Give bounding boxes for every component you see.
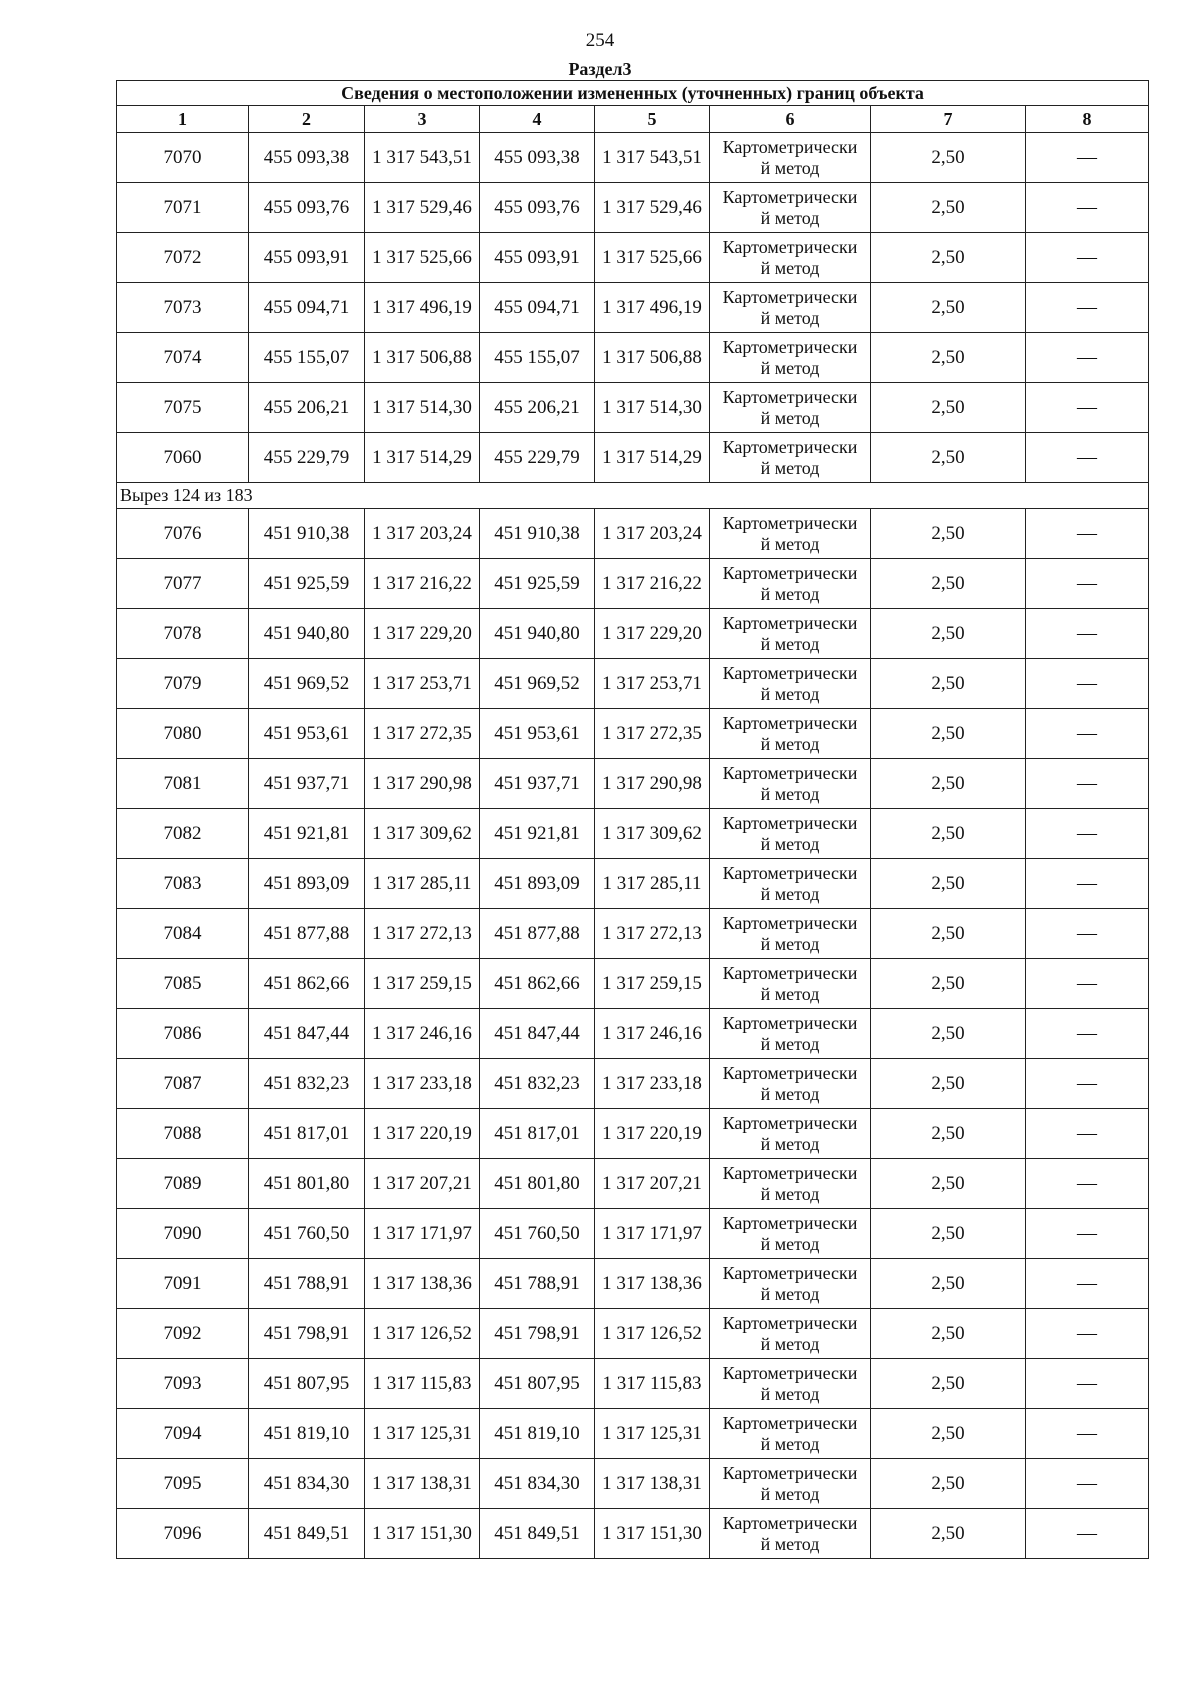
y-new-cell: 1 317 514,29 xyxy=(595,433,710,483)
x-old-cell: 451 847,44 xyxy=(249,1009,365,1059)
point-number-cell: 7082 xyxy=(117,809,249,859)
y-new-cell: 1 317 506,88 xyxy=(595,333,710,383)
accuracy-cell: 2,50 xyxy=(871,1209,1026,1259)
method-cell: Картометрически й метод xyxy=(710,1459,871,1509)
note-cell: — xyxy=(1026,133,1149,183)
point-number-cell: 7085 xyxy=(117,959,249,1009)
y-old-cell: 1 317 138,31 xyxy=(365,1459,480,1509)
y-old-cell: 1 317 272,35 xyxy=(365,709,480,759)
note-cell: — xyxy=(1026,1109,1149,1159)
column-number: 4 xyxy=(480,106,595,133)
y-new-cell: 1 317 246,16 xyxy=(595,1009,710,1059)
point-number-cell: 7078 xyxy=(117,609,249,659)
x-old-cell: 455 094,71 xyxy=(249,283,365,333)
note-cell: — xyxy=(1026,709,1149,759)
accuracy-cell: 2,50 xyxy=(871,333,1026,383)
x-new-cell: 455 206,21 xyxy=(480,383,595,433)
point-number-cell: 7094 xyxy=(117,1409,249,1459)
accuracy-cell: 2,50 xyxy=(871,659,1026,709)
note-cell: — xyxy=(1026,1159,1149,1209)
x-new-cell: 451 893,09 xyxy=(480,859,595,909)
column-number: 2 xyxy=(249,106,365,133)
y-new-cell: 1 317 309,62 xyxy=(595,809,710,859)
x-new-cell: 451 910,38 xyxy=(480,509,595,559)
table-row xyxy=(117,559,1149,609)
accuracy-cell: 2,50 xyxy=(871,1109,1026,1159)
table-row xyxy=(117,1109,1149,1159)
x-old-cell: 451 817,01 xyxy=(249,1109,365,1159)
x-new-cell: 451 921,81 xyxy=(480,809,595,859)
note-cell: — xyxy=(1026,283,1149,333)
table-caption-row xyxy=(117,81,1149,106)
x-old-cell: 455 093,91 xyxy=(249,233,365,283)
accuracy-cell: 2,50 xyxy=(871,1459,1026,1509)
point-number-cell: 7080 xyxy=(117,709,249,759)
table-row xyxy=(117,909,1149,959)
y-new-cell: 1 317 138,31 xyxy=(595,1459,710,1509)
note-cell: — xyxy=(1026,959,1149,1009)
point-number-cell: 7089 xyxy=(117,1159,249,1209)
y-new-cell: 1 317 207,21 xyxy=(595,1159,710,1209)
method-cell: Картометрически й метод xyxy=(710,759,871,809)
y-old-cell: 1 317 126,52 xyxy=(365,1309,480,1359)
column-number: 6 xyxy=(710,106,871,133)
table-row xyxy=(117,959,1149,1009)
table-row xyxy=(117,809,1149,859)
note-cell: — xyxy=(1026,1209,1149,1259)
note-cell: — xyxy=(1026,433,1149,483)
y-old-cell: 1 317 525,66 xyxy=(365,233,480,283)
y-new-cell: 1 317 171,97 xyxy=(595,1209,710,1259)
y-new-cell: 1 317 115,83 xyxy=(595,1359,710,1409)
note-cell: — xyxy=(1026,659,1149,709)
method-cell: Картометрически й метод xyxy=(710,659,871,709)
accuracy-cell: 2,50 xyxy=(871,1359,1026,1409)
y-old-cell: 1 317 543,51 xyxy=(365,133,480,183)
y-new-cell: 1 317 259,15 xyxy=(595,959,710,1009)
table-row xyxy=(117,1059,1149,1109)
y-old-cell: 1 317 233,18 xyxy=(365,1059,480,1109)
note-cell: — xyxy=(1026,609,1149,659)
x-new-cell: 455 155,07 xyxy=(480,333,595,383)
y-old-cell: 1 317 506,88 xyxy=(365,333,480,383)
x-old-cell: 451 834,30 xyxy=(249,1459,365,1509)
column-number: 1 xyxy=(117,106,249,133)
table-row xyxy=(117,283,1149,333)
y-old-cell: 1 317 309,62 xyxy=(365,809,480,859)
point-number-cell: 7081 xyxy=(117,759,249,809)
x-old-cell: 451 940,80 xyxy=(249,609,365,659)
table-row xyxy=(117,1259,1149,1309)
y-old-cell: 1 317 138,36 xyxy=(365,1259,480,1309)
x-new-cell: 451 847,44 xyxy=(480,1009,595,1059)
x-old-cell: 451 801,80 xyxy=(249,1159,365,1209)
x-new-cell: 455 094,71 xyxy=(480,283,595,333)
column-number: 3 xyxy=(365,106,480,133)
y-old-cell: 1 317 171,97 xyxy=(365,1209,480,1259)
point-number-cell: 7095 xyxy=(117,1459,249,1509)
accuracy-cell: 2,50 xyxy=(871,1259,1026,1309)
point-number-cell: 7093 xyxy=(117,1359,249,1409)
accuracy-cell: 2,50 xyxy=(871,1059,1026,1109)
x-old-cell: 451 953,61 xyxy=(249,709,365,759)
table-row xyxy=(117,233,1149,283)
table-row xyxy=(117,1309,1149,1359)
method-cell: Картометрически й метод xyxy=(710,709,871,759)
note-cell: — xyxy=(1026,1309,1149,1359)
table-row xyxy=(117,509,1149,559)
y-old-cell: 1 317 514,30 xyxy=(365,383,480,433)
y-old-cell: 1 317 220,19 xyxy=(365,1109,480,1159)
y-new-cell: 1 317 290,98 xyxy=(595,759,710,809)
note-cell: — xyxy=(1026,559,1149,609)
table-row xyxy=(117,1409,1149,1459)
x-old-cell: 451 849,51 xyxy=(249,1509,365,1559)
method-cell: Картометрически й метод xyxy=(710,809,871,859)
y-new-cell: 1 317 272,13 xyxy=(595,909,710,959)
method-cell: Картометрически й метод xyxy=(710,959,871,1009)
x-new-cell: 451 940,80 xyxy=(480,609,595,659)
note-cell: — xyxy=(1026,1459,1149,1509)
table-row xyxy=(117,183,1149,233)
accuracy-cell: 2,50 xyxy=(871,1409,1026,1459)
x-new-cell: 451 819,10 xyxy=(480,1409,595,1459)
x-old-cell: 451 760,50 xyxy=(249,1209,365,1259)
accuracy-cell: 2,50 xyxy=(871,183,1026,233)
method-cell: Картометрически й метод xyxy=(710,859,871,909)
y-old-cell: 1 317 272,13 xyxy=(365,909,480,959)
y-old-cell: 1 317 290,98 xyxy=(365,759,480,809)
x-new-cell: 451 925,59 xyxy=(480,559,595,609)
note-cell: — xyxy=(1026,909,1149,959)
method-cell: Картометрически й метод xyxy=(710,133,871,183)
method-cell: Картометрически й метод xyxy=(710,1109,871,1159)
x-new-cell: 451 807,95 xyxy=(480,1359,595,1409)
accuracy-cell: 2,50 xyxy=(871,859,1026,909)
method-cell: Картометрически й метод xyxy=(710,1209,871,1259)
x-old-cell: 451 877,88 xyxy=(249,909,365,959)
table-row xyxy=(117,433,1149,483)
x-new-cell: 451 817,01 xyxy=(480,1109,595,1159)
x-new-cell: 451 760,50 xyxy=(480,1209,595,1259)
y-new-cell: 1 317 272,35 xyxy=(595,709,710,759)
table-row xyxy=(117,1209,1149,1259)
y-new-cell: 1 317 125,31 xyxy=(595,1409,710,1459)
point-number-cell: 7087 xyxy=(117,1059,249,1109)
note-cell: — xyxy=(1026,1259,1149,1309)
point-number-cell: 7084 xyxy=(117,909,249,959)
accuracy-cell: 2,50 xyxy=(871,1309,1026,1359)
x-new-cell: 451 969,52 xyxy=(480,659,595,709)
note-cell: — xyxy=(1026,509,1149,559)
y-new-cell: 1 317 216,22 xyxy=(595,559,710,609)
x-old-cell: 451 910,38 xyxy=(249,509,365,559)
x-new-cell: 451 798,91 xyxy=(480,1309,595,1359)
y-old-cell: 1 317 207,21 xyxy=(365,1159,480,1209)
method-cell: Картометрически й метод xyxy=(710,909,871,959)
method-cell: Картометрически й метод xyxy=(710,383,871,433)
point-number-cell: 7091 xyxy=(117,1259,249,1309)
table-row xyxy=(117,1459,1149,1509)
x-new-cell: 451 834,30 xyxy=(480,1459,595,1509)
y-new-cell: 1 317 203,24 xyxy=(595,509,710,559)
note-cell: — xyxy=(1026,383,1149,433)
y-new-cell: 1 317 525,66 xyxy=(595,233,710,283)
table-row xyxy=(117,1359,1149,1409)
accuracy-cell: 2,50 xyxy=(871,1009,1026,1059)
accuracy-cell: 2,50 xyxy=(871,1159,1026,1209)
note-cell: — xyxy=(1026,1059,1149,1109)
x-new-cell: 451 788,91 xyxy=(480,1259,595,1309)
y-new-cell: 1 317 285,11 xyxy=(595,859,710,909)
method-cell: Картометрически й метод xyxy=(710,1259,871,1309)
method-cell: Картометрически й метод xyxy=(710,1009,871,1059)
table-row xyxy=(117,1509,1149,1559)
x-old-cell: 451 832,23 xyxy=(249,1059,365,1109)
x-old-cell: 451 893,09 xyxy=(249,859,365,909)
x-old-cell: 455 093,76 xyxy=(249,183,365,233)
point-number-cell: 7079 xyxy=(117,659,249,709)
point-number-cell: 7070 xyxy=(117,133,249,183)
table-row xyxy=(117,859,1149,909)
method-cell: Картометрически й метод xyxy=(710,183,871,233)
accuracy-cell: 2,50 xyxy=(871,133,1026,183)
accuracy-cell: 2,50 xyxy=(871,959,1026,1009)
y-new-cell: 1 317 253,71 xyxy=(595,659,710,709)
y-new-cell: 1 317 514,30 xyxy=(595,383,710,433)
x-new-cell: 451 801,80 xyxy=(480,1159,595,1209)
point-number-cell: 7074 xyxy=(117,333,249,383)
table-row xyxy=(117,133,1149,183)
note-cell: — xyxy=(1026,1009,1149,1059)
table-row xyxy=(117,709,1149,759)
x-new-cell: 451 832,23 xyxy=(480,1059,595,1109)
y-old-cell: 1 317 514,29 xyxy=(365,433,480,483)
y-new-cell: 1 317 126,52 xyxy=(595,1309,710,1359)
point-number-cell: 7071 xyxy=(117,183,249,233)
x-new-cell: 455 093,91 xyxy=(480,233,595,283)
accuracy-cell: 2,50 xyxy=(871,809,1026,859)
method-cell: Картометрически й метод xyxy=(710,1509,871,1559)
cutout-subheader-row xyxy=(117,483,1149,509)
method-cell: Картометрически й метод xyxy=(710,509,871,559)
table-row xyxy=(117,333,1149,383)
x-old-cell: 451 937,71 xyxy=(249,759,365,809)
y-old-cell: 1 317 253,71 xyxy=(365,659,480,709)
coordinates-table xyxy=(116,80,1149,1559)
method-cell: Картометрически й метод xyxy=(710,559,871,609)
note-cell: — xyxy=(1026,809,1149,859)
table-row xyxy=(117,383,1149,433)
accuracy-cell: 2,50 xyxy=(871,709,1026,759)
x-new-cell: 455 229,79 xyxy=(480,433,595,483)
x-old-cell: 451 969,52 xyxy=(249,659,365,709)
x-old-cell: 455 093,38 xyxy=(249,133,365,183)
note-cell: — xyxy=(1026,1359,1149,1409)
y-old-cell: 1 317 229,20 xyxy=(365,609,480,659)
accuracy-cell: 2,50 xyxy=(871,433,1026,483)
accuracy-cell: 2,50 xyxy=(871,609,1026,659)
point-number-cell: 7090 xyxy=(117,1209,249,1259)
point-number-cell: 7073 xyxy=(117,283,249,333)
point-number-cell: 7060 xyxy=(117,433,249,483)
y-new-cell: 1 317 496,19 xyxy=(595,283,710,333)
method-cell: Картометрически й метод xyxy=(710,1359,871,1409)
x-old-cell: 455 229,79 xyxy=(249,433,365,483)
x-old-cell: 455 155,07 xyxy=(249,333,365,383)
method-cell: Картометрически й метод xyxy=(710,433,871,483)
method-cell: Картометрически й метод xyxy=(710,233,871,283)
table-row xyxy=(117,659,1149,709)
point-number-cell: 7088 xyxy=(117,1109,249,1159)
x-old-cell: 455 206,21 xyxy=(249,383,365,433)
x-new-cell: 451 937,71 xyxy=(480,759,595,809)
x-old-cell: 451 788,91 xyxy=(249,1259,365,1309)
method-cell: Картометрически й метод xyxy=(710,609,871,659)
point-number-cell: 7076 xyxy=(117,509,249,559)
y-old-cell: 1 317 496,19 xyxy=(365,283,480,333)
x-old-cell: 451 807,95 xyxy=(249,1359,365,1409)
y-new-cell: 1 317 138,36 xyxy=(595,1259,710,1309)
x-new-cell: 455 093,76 xyxy=(480,183,595,233)
point-number-cell: 7083 xyxy=(117,859,249,909)
y-old-cell: 1 317 529,46 xyxy=(365,183,480,233)
table-body xyxy=(117,133,1149,1559)
y-new-cell: 1 317 543,51 xyxy=(595,133,710,183)
accuracy-cell: 2,50 xyxy=(871,383,1026,433)
method-cell: Картометрически й метод xyxy=(710,283,871,333)
accuracy-cell: 2,50 xyxy=(871,1509,1026,1559)
table-row xyxy=(117,1009,1149,1059)
point-number-cell: 7086 xyxy=(117,1009,249,1059)
table-caption: Сведения о местоположении измененных (уточненных) границ объекта xyxy=(117,81,1149,106)
y-new-cell: 1 317 529,46 xyxy=(595,183,710,233)
cutout-subheader: Вырез 124 из 183 xyxy=(117,483,1149,509)
y-old-cell: 1 317 115,83 xyxy=(365,1359,480,1409)
table-row xyxy=(117,609,1149,659)
point-number-cell: 7072 xyxy=(117,233,249,283)
table-row xyxy=(117,1159,1149,1209)
y-new-cell: 1 317 233,18 xyxy=(595,1059,710,1109)
y-new-cell: 1 317 229,20 xyxy=(595,609,710,659)
y-old-cell: 1 317 216,22 xyxy=(365,559,480,609)
note-cell: — xyxy=(1026,233,1149,283)
method-cell: Картометрически й метод xyxy=(710,1409,871,1459)
y-old-cell: 1 317 203,24 xyxy=(365,509,480,559)
method-cell: Картометрически й метод xyxy=(710,1159,871,1209)
note-cell: — xyxy=(1026,859,1149,909)
section-title: Раздел3 xyxy=(568,59,632,79)
accuracy-cell: 2,50 xyxy=(871,283,1026,333)
table-row xyxy=(117,759,1149,809)
page-number: 254 xyxy=(585,30,615,51)
y-new-cell: 1 317 220,19 xyxy=(595,1109,710,1159)
point-number-cell: 7096 xyxy=(117,1509,249,1559)
accuracy-cell: 2,50 xyxy=(871,509,1026,559)
point-number-cell: 7092 xyxy=(117,1309,249,1359)
column-number: 8 xyxy=(1026,106,1149,133)
note-cell: — xyxy=(1026,759,1149,809)
y-old-cell: 1 317 125,31 xyxy=(365,1409,480,1459)
x-old-cell: 451 862,66 xyxy=(249,959,365,1009)
point-number-cell: 7077 xyxy=(117,559,249,609)
x-new-cell: 451 953,61 xyxy=(480,709,595,759)
x-old-cell: 451 819,10 xyxy=(249,1409,365,1459)
x-new-cell: 451 877,88 xyxy=(480,909,595,959)
note-cell: — xyxy=(1026,183,1149,233)
x-old-cell: 451 925,59 xyxy=(249,559,365,609)
accuracy-cell: 2,50 xyxy=(871,759,1026,809)
y-old-cell: 1 317 285,11 xyxy=(365,859,480,909)
y-old-cell: 1 317 259,15 xyxy=(365,959,480,1009)
y-new-cell: 1 317 151,30 xyxy=(595,1509,710,1559)
x-new-cell: 451 849,51 xyxy=(480,1509,595,1559)
accuracy-cell: 2,50 xyxy=(871,909,1026,959)
x-old-cell: 451 921,81 xyxy=(249,809,365,859)
accuracy-cell: 2,50 xyxy=(871,233,1026,283)
method-cell: Картометрически й метод xyxy=(710,1309,871,1359)
x-new-cell: 451 862,66 xyxy=(480,959,595,1009)
point-number-cell: 7075 xyxy=(117,383,249,433)
note-cell: — xyxy=(1026,333,1149,383)
column-number: 7 xyxy=(871,106,1026,133)
method-cell: Картометрически й метод xyxy=(710,1059,871,1109)
column-number-row xyxy=(117,106,1149,133)
note-cell: — xyxy=(1026,1409,1149,1459)
column-number: 5 xyxy=(595,106,710,133)
x-old-cell: 451 798,91 xyxy=(249,1309,365,1359)
y-old-cell: 1 317 151,30 xyxy=(365,1509,480,1559)
y-old-cell: 1 317 246,16 xyxy=(365,1009,480,1059)
note-cell: — xyxy=(1026,1509,1149,1559)
method-cell: Картометрически й метод xyxy=(710,333,871,383)
accuracy-cell: 2,50 xyxy=(871,559,1026,609)
x-new-cell: 455 093,38 xyxy=(480,133,595,183)
